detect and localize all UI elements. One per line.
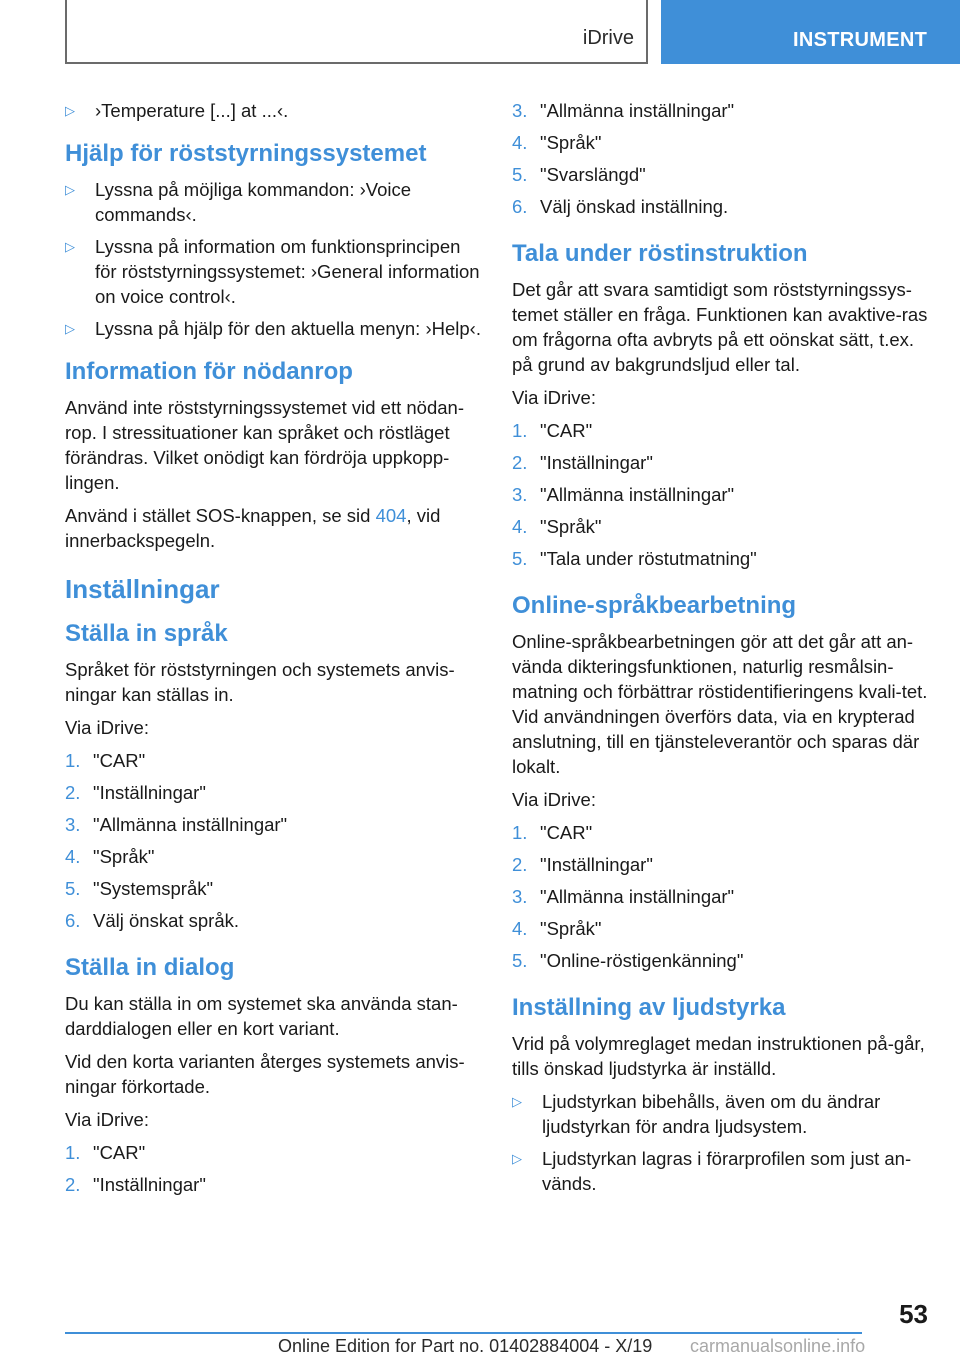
list-item: 6. Välj önskat språk. [65, 910, 240, 931]
list-item: ▷ Ljudstyrkan bibehålls, även om du ändrar ljudstyrkan för andra ljudsystem. [512, 1091, 881, 1137]
triangle-bullet-icon: ▷ [512, 1094, 522, 1109]
emergency-heading: Information för nödanrop [65, 358, 353, 385]
list-item: 1. "CAR" [65, 750, 146, 771]
triangle-bullet-icon: ▷ [65, 182, 75, 197]
footer-divider [65, 1332, 862, 1334]
list-item: 2. "Inställningar" [65, 1174, 206, 1195]
watermark: carmanualsonline.info [690, 1336, 866, 1356]
list-item: 5. "Tala under röstutmatning" [512, 548, 757, 569]
list-item: ▷ Ljudstyrkan lagras i förarprofilen som just an-vänds. [512, 1148, 912, 1194]
triangle-bullet-icon: ▷ [65, 321, 75, 336]
list-item: 5. "Systemspråk" [65, 878, 214, 899]
via-idrive-label: Via iDrive: [65, 717, 149, 738]
via-idrive-label: Via iDrive: [512, 387, 596, 408]
dialog-steps-continued [512, 98, 932, 219]
via-idrive-label: Via iDrive: [65, 1109, 149, 1130]
list-item: 3. "Allmänna inställningar" [65, 814, 288, 835]
settings-heading: Inställningar [65, 574, 220, 604]
edition-note: Online Edition for Part no. 01402884004 - X/19 [278, 1336, 653, 1356]
speak-steps [512, 418, 932, 571]
list-item: 1. "CAR" [512, 822, 593, 843]
right-column [512, 98, 932, 1206]
language-steps [65, 748, 485, 933]
volume-heading: Inställning av ljudstyrka [512, 994, 786, 1021]
list-item: 4. "Språk" [512, 132, 602, 153]
help-heading: Hjälp för röststyrningssystemet [65, 140, 427, 167]
via-idrive-label: Via iDrive: [512, 789, 596, 810]
list-item: 4. "Språk" [512, 918, 602, 939]
online-heading: Online-språkbearbetning [512, 592, 797, 619]
dialog-paragraph: Du kan ställa in om systemet ska använda stan-darddialogen eller en kort variant. [65, 993, 458, 1039]
list-item: 1. "CAR" [65, 1142, 146, 1163]
list-item: 4. "Språk" [65, 846, 155, 867]
list-item: 5. "Online-röstigenkänning" [512, 950, 744, 971]
online-steps [512, 820, 932, 973]
list-item: 1. "CAR" [512, 420, 593, 441]
dialog-short-paragraph: Vid den korta varianten återges systemets anvis-ningar förkortade. [65, 1051, 465, 1097]
volume-paragraph: Vrid på volymreglaget medan instruktionen på-går, tills önskad ljudstyrka är inställd. [512, 1033, 925, 1079]
header-section-label: iDrive [582, 27, 634, 49]
list-item: ▷ Lyssna på hjälp för den aktuella menyn: ›Help‹. [65, 318, 481, 339]
list-item: 6. Välj önskad inställning. [512, 196, 729, 217]
list-item: ▷ Lyssna på information om funktionsprincipen för röststyrningssystemet: ›General information on voice control‹. [65, 236, 480, 307]
dialog-steps [65, 1140, 485, 1197]
list-item: 2. "Inställningar" [512, 452, 653, 473]
list-item: 3. "Allmänna inställningar" [512, 100, 735, 121]
dialog-heading: Ställa in dialog [65, 954, 235, 981]
list-item: 5. "Svarslängd" [512, 164, 646, 185]
sos-paragraph: Använd i stället SOS-knappen, se sid 404, vid innerbackspegeln. [65, 505, 441, 551]
header-chapter-tab [661, 0, 960, 64]
header-chapter-label: INSTRUMENT [793, 29, 928, 51]
language-heading: Ställa in språk [65, 620, 228, 647]
list-item: 2. "Inställningar" [65, 782, 206, 803]
speak-paragraph: Det går att svara samtidigt som röststyrningssys-temet ställer en fråga. Funktionen kan avaktive-ras om frågorna ofta avbryts på ett oönskat sätt, t.ex. på grund av bakgrundsljud eller tal. [512, 279, 928, 375]
help-bullet-list [65, 177, 485, 341]
volume-bullet-list [512, 1089, 932, 1196]
left-column [65, 98, 485, 1211]
language-paragraph: Språket för röststyrningen och systemets anvis-ningar kan ställas in. [65, 659, 455, 705]
emergency-paragraph: Använd inte röststyrningssystemet vid ett nödan-rop. I stressituationer kan språket och röstläget förändras. Vilket onödigt kan fördröja uppkopp-lingen. [65, 397, 464, 493]
speak-heading: Tala under röstinstruktion [512, 240, 808, 267]
list-item: ▷ ›Temperature [...] at ...‹. [65, 100, 289, 121]
triangle-bullet-icon: ▷ [65, 103, 75, 118]
list-item: ▷ Lyssna på möjliga kommandon: ›Voice commands‹. [65, 179, 412, 225]
triangle-bullet-icon: ▷ [512, 1151, 522, 1166]
intro-bullet-list [65, 98, 485, 123]
page-reference-link[interactable]: 404 [375, 505, 407, 526]
page-number: 53 [899, 1299, 928, 1329]
list-item: 2. "Inställningar" [512, 854, 653, 875]
header-frame [65, 0, 648, 64]
online-paragraph: Online-språkbearbetningen gör att det går att an-vända dikteringsfunktionen, naturlig resmålsin-matning och förbättrar röstidentifieringens kvali-tet. Vid användningen överförs data, via en krypterad anslutning, till en tjänsteleverantör och sparas där lokalt. [512, 631, 928, 777]
list-item: 3. "Allmänna inställningar" [512, 484, 735, 505]
triangle-bullet-icon: ▷ [65, 239, 75, 254]
list-item: 4. "Språk" [512, 516, 602, 537]
list-item: 3. "Allmänna inställningar" [512, 886, 735, 907]
